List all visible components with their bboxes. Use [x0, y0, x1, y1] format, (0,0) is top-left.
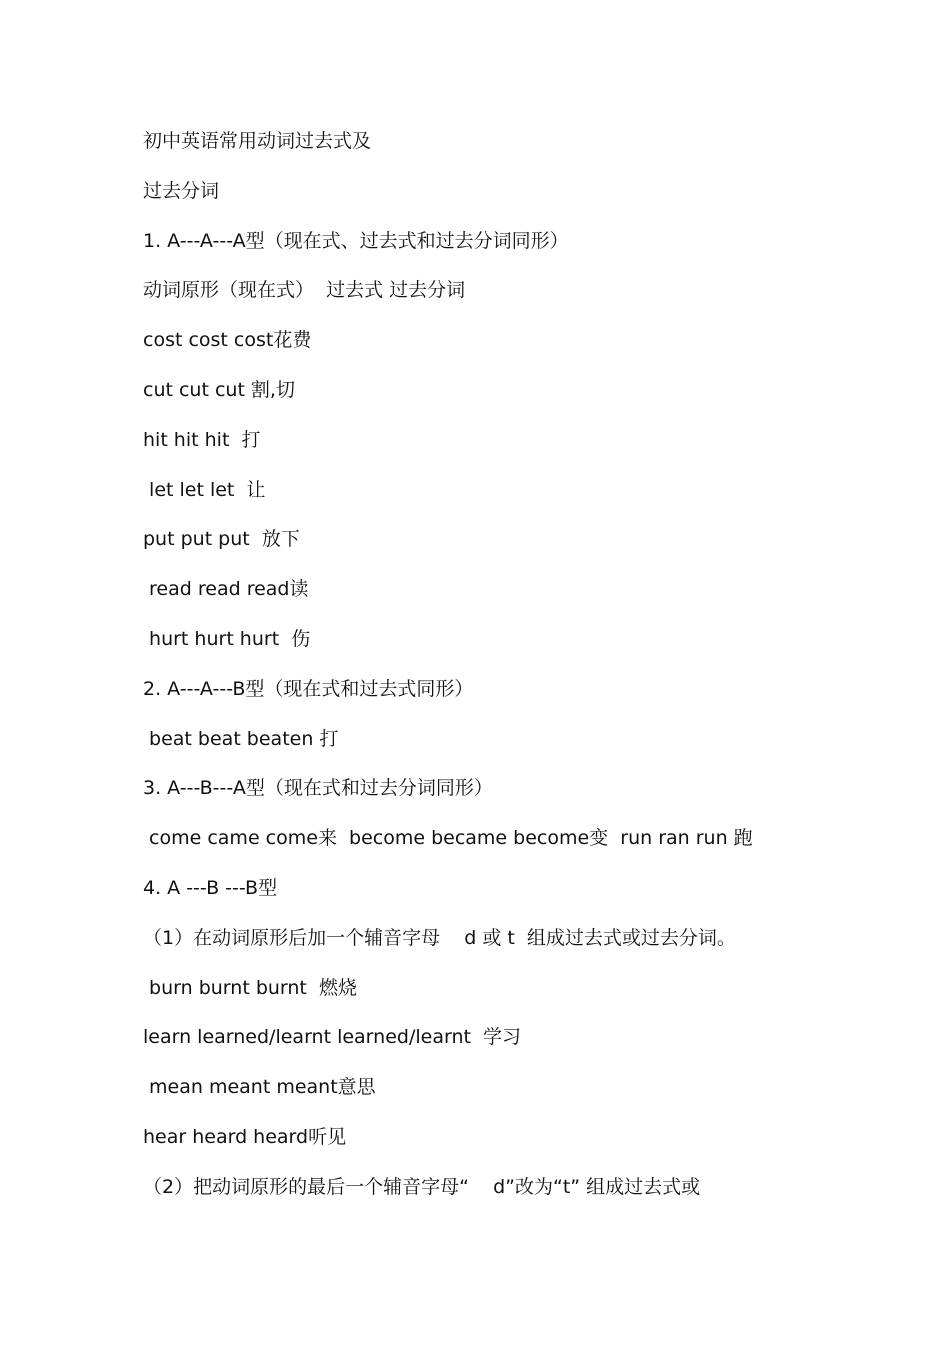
verb-entry-read: read read read读: [143, 578, 309, 601]
verb-entry-learn: learn learned/learnt learned/learnt 学习: [143, 1026, 522, 1049]
verb-entry-put: put put put 放下: [143, 528, 300, 551]
verb-entry-cut: cut cut cut 割,切: [143, 378, 295, 401]
section-heading-abb: 4. A ---B ---B型: [143, 876, 278, 899]
verb-entry-hit: hit hit hit 打: [143, 428, 261, 451]
subsection-heading-1: （1）在动词原形后加一个辅音字母 d 或 t 组成过去式或过去分词。: [143, 926, 736, 949]
verb-entry-burn: burn burnt burnt 燃烧: [143, 976, 357, 999]
verb-entry-hurt: hurt hurt hurt 伤: [143, 627, 311, 650]
verb-entry-come-become-run: come came come来 become became become变 run ran run 跑: [143, 827, 753, 850]
verb-entry-hear: hear heard heard听见: [143, 1125, 347, 1148]
verb-entry-let: let let let 让: [143, 478, 266, 501]
verb-entry-cost: cost cost cost花费: [143, 329, 312, 352]
section-heading-aab: 2. A---A---B型（现在式和过去式同形）: [143, 677, 474, 700]
section-heading-aaa: 1. A---A---A型（现在式、过去式和过去分词同形）: [143, 229, 569, 252]
doc-title-line-2: 过去分词: [143, 179, 220, 202]
doc-title-line-1: 初中英语常用动词过去式及: [143, 130, 372, 152]
column-header-line: 动词原形（现在式） 过去式 过去分词: [143, 279, 466, 302]
subsection-heading-2: （2）把动词原形的最后一个辅音字母“ d”改为“t” 组成过去式或: [143, 1175, 701, 1198]
document-body: [143, 126, 863, 1222]
section-heading-aba: 3. A---B---A型（现在式和过去分词同形）: [143, 777, 493, 800]
verb-entry-mean: mean meant meant意思: [143, 1076, 376, 1099]
verb-entry-beat: beat beat beaten 打: [143, 727, 339, 750]
